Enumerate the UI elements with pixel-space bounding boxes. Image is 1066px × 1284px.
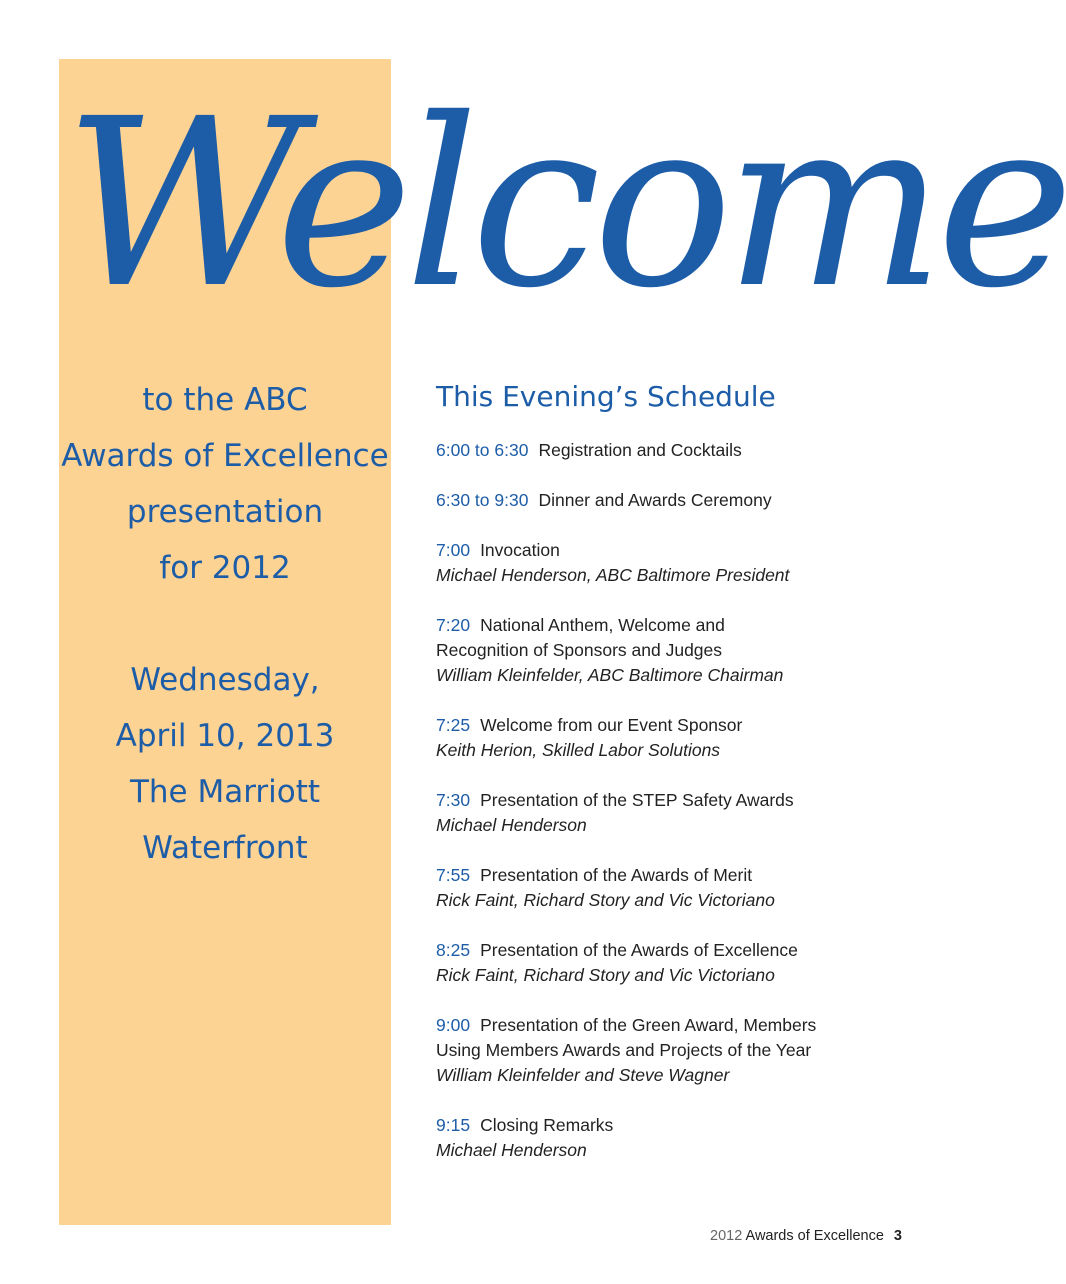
event-line [436,788,906,813]
schedule-event [436,613,906,688]
event-time: 6:00 to 6:30 [436,440,529,460]
event-time: 6:30 to 9:30 [436,490,529,510]
event-time: 7:20 [436,615,471,635]
event-line [436,488,906,513]
event-time: 7:30 [436,790,471,810]
event-title: Welcome from our Event Sponsor [480,715,743,735]
schedule-title: This Evening’s Schedule [436,380,776,413]
event-title: Presentation of the Awards of Excellence [480,940,798,960]
event-line [436,438,906,463]
schedule-event [436,788,906,838]
event-presenter: Michael Henderson [436,815,587,835]
event-line [436,538,906,563]
intro-block [59,372,391,876]
event-time: 7:55 [436,865,471,885]
date-line: April 10, 2013 [115,718,335,754]
intro-spacer [59,596,391,652]
venue-line: Waterfront [142,830,308,866]
event-presenter: Michael Henderson, ABC Baltimore President [436,565,790,585]
event-line [436,863,906,888]
schedule-event [436,1113,906,1163]
schedule-event [436,1013,906,1088]
intro-line: presentation [126,494,324,530]
event-title: National Anthem, Welcome and Recognition of Sponsors and Judges [436,615,725,660]
event-line [436,713,906,738]
event-title: Presentation of the Awards of Merit [480,865,753,885]
intro-line: Awards of Excellence [61,438,389,474]
schedule-event [436,538,906,588]
schedule-event [436,488,906,513]
schedule-event [436,438,906,463]
welcome-heading: Welcome [64,69,1066,339]
event-presenter: Michael Henderson [436,1140,587,1160]
event-time: 9:15 [436,1115,471,1135]
event-line [436,1113,906,1138]
event-title: Registration and Cocktails [538,440,742,460]
event-line [436,938,906,963]
schedule-event [436,938,906,988]
event-title: Dinner and Awards Ceremony [538,490,772,510]
schedule [436,372,906,1188]
event-title: Invocation [480,540,560,560]
event-time: 9:00 [436,1015,471,1035]
event-presenter: Rick Faint, Richard Story and Vic Victoriano [436,965,775,985]
event-line [436,613,906,663]
event-presenter: Keith Herion, Skilled Labor Solutions [436,740,721,760]
page-number: 3 [893,1228,902,1244]
event-time: 8:25 [436,940,471,960]
footer-year: 2012 [710,1228,743,1244]
event-list [436,438,906,1163]
intro-line: to the ABC [142,382,308,418]
event-presenter: Rick Faint, Richard Story and Vic Victoriano [436,890,775,910]
event-title: Presentation of the STEP Safety Awards [480,790,794,810]
footer-title: Awards of Excellence [745,1228,884,1244]
event-title: Closing Remarks [480,1115,614,1135]
event-presenter: William Kleinfelder, ABC Baltimore Chairman [436,665,784,685]
event-title: Presentation of the Green Award, Members Using Members Awards and Projects of the Year [436,1015,817,1060]
event-line [436,1013,906,1063]
venue-line: The Marriott [129,774,321,810]
page-footer [710,1228,902,1244]
event-time: 7:25 [436,715,471,735]
schedule-event [436,863,906,913]
schedule-event [436,713,906,763]
event-time: 7:00 [436,540,471,560]
event-presenter: William Kleinfelder and Steve Wagner [436,1065,730,1085]
date-line: Wednesday, [130,662,320,698]
intro-line: for 2012 [159,550,291,586]
